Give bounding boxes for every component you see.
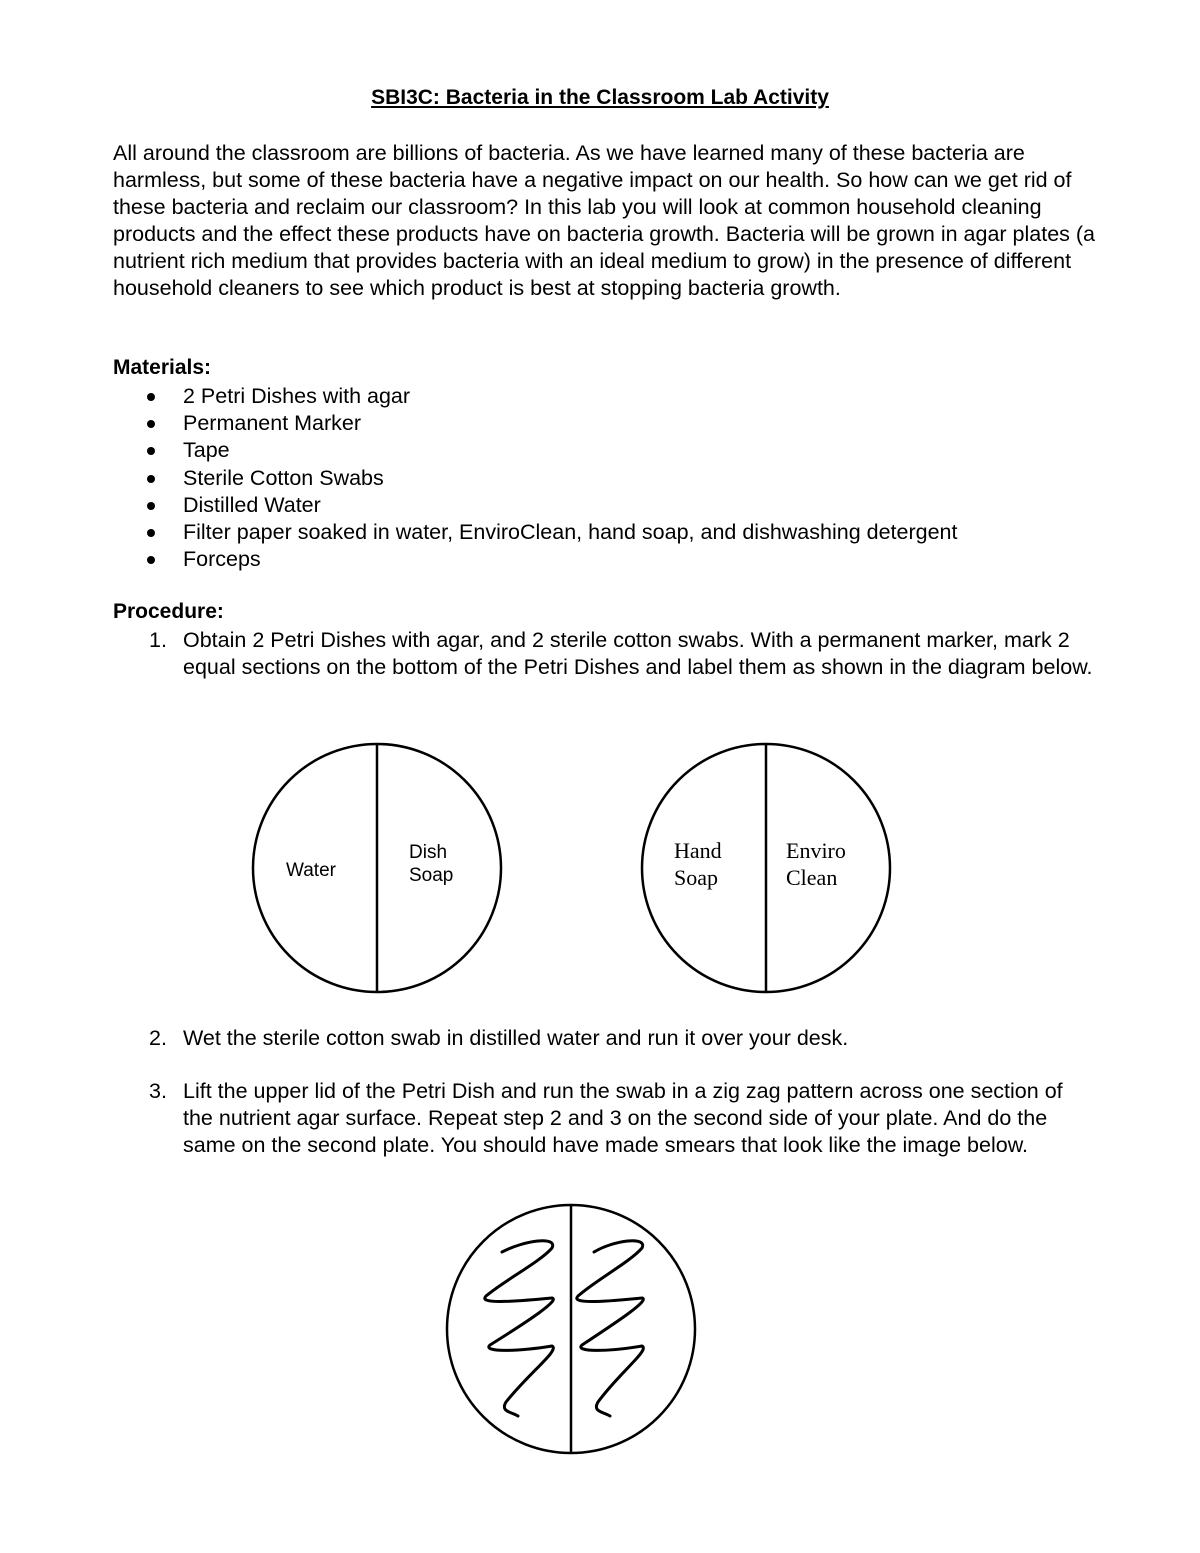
- step-text: Lift the upper lid of the Petri Dish and run the swab in a zig zag pattern across one section of the nutrient agar surface. Repeat step 2 and 3 on the second side of your plate. And do the same on the second plate. You should have made smears that look like the image below.: [183, 1079, 1063, 1158]
- step-text: Wet the sterile cotton swab in distilled water and run it over your desk.: [183, 1026, 849, 1050]
- list-item: Permanent Marker: [113, 410, 957, 437]
- petri-dish-2: [642, 744, 890, 992]
- materials-heading: Materials:: [113, 356, 212, 379]
- dish2-left-label-line2: Soap: [674, 865, 718, 890]
- step-number: 2.: [149, 1026, 167, 1050]
- dish2-right-label-line2: Clean: [786, 865, 838, 890]
- list-item: Forceps: [113, 546, 957, 573]
- dish1-left-label: Water: [286, 860, 336, 881]
- zigzag-smear-left: [485, 1241, 554, 1416]
- petri-dish-1: [253, 744, 501, 992]
- step-number: 1.: [149, 628, 167, 652]
- zigzag-smear-right: [577, 1241, 644, 1416]
- dish2-right-label-line1: Enviro: [786, 838, 846, 863]
- step-text: Obtain 2 Petri Dishes with agar, and 2 sterile cotton swabs. With a permanent marker, mark 2 equal sections on the bottom of the Petri Dishes and label them as shown in the diagram below.: [183, 628, 1093, 680]
- smear-petri-dish: [447, 1205, 695, 1453]
- list-item: 2 Petri Dishes with agar: [113, 383, 957, 410]
- step-number: 3.: [149, 1079, 167, 1103]
- document-title: SBI3C: Bacteria in the Classroom Lab Activity: [371, 86, 829, 109]
- dish1-right-label-line1: Dish: [409, 842, 448, 863]
- list-item: Sterile Cotton Swabs: [113, 465, 957, 492]
- list-item: Filter paper soaked in water, EnviroClean, hand soap, and dishwashing detergent: [113, 519, 957, 546]
- dish2-left-label-line1: Hand: [674, 838, 722, 863]
- procedure-heading: Procedure:: [113, 600, 224, 623]
- dish1-right-label-line2: Soap: [409, 865, 454, 886]
- intro-paragraph: All around the classroom are billions of bacteria. As we have learned many of these bacteria are harmless, but some of these bacteria have a negative impact on our health. So how can we get rid of these bacteria and reclaim our classroom? In this lab you will look at common household cleaning products and the effect these products have on bacteria growth. Bacteria will be grown in agar plates (a nutrient rich medium that provides bacteria with an ideal medium to grow) in the presence of different household cleaners to see which product is best at stopping bacteria growth.: [113, 141, 1096, 300]
- list-item: Tape: [113, 437, 957, 464]
- list-item: Distilled Water: [113, 492, 957, 519]
